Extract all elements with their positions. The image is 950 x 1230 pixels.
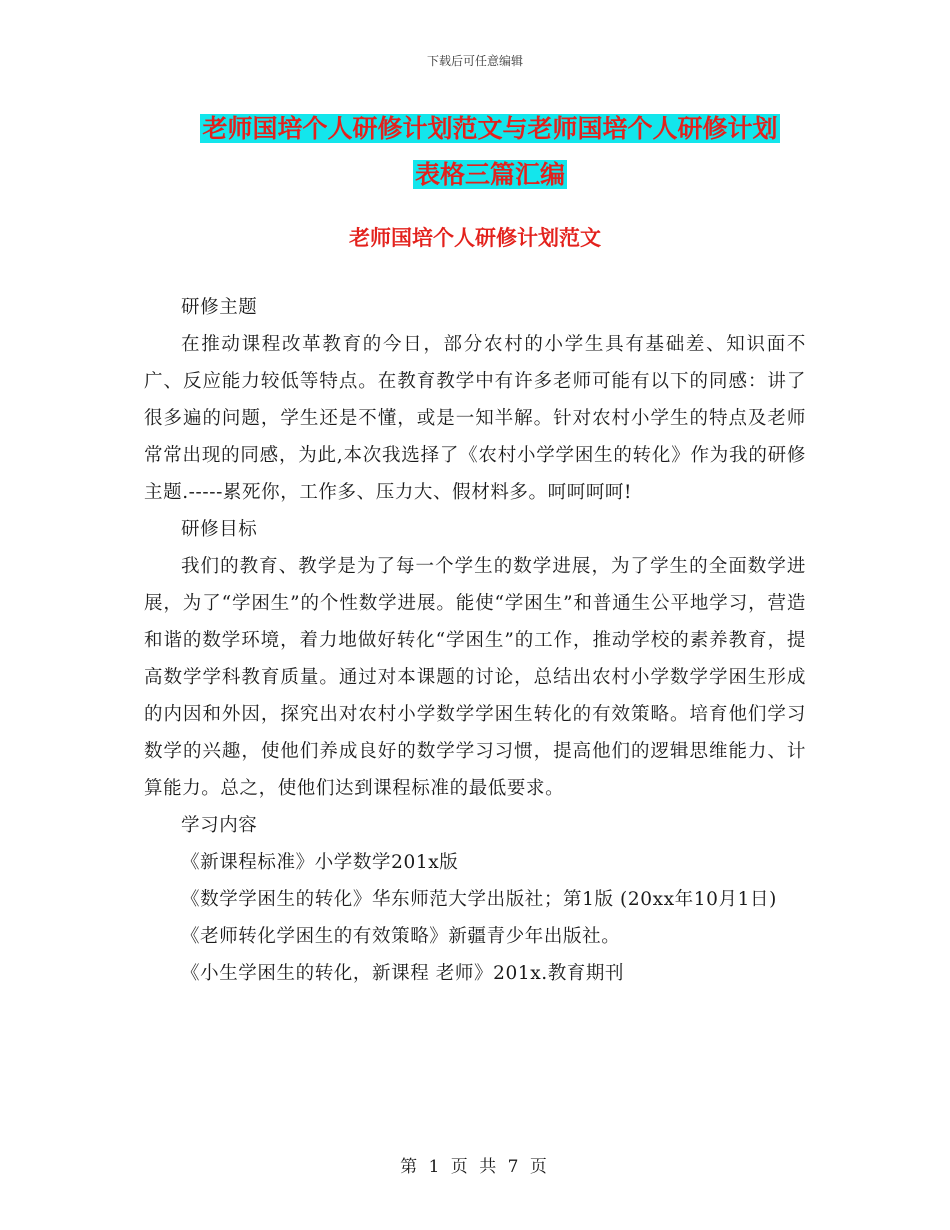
list-item: 《小生学困生的转化，新课程 老师》201x.教育期刊 xyxy=(181,963,625,984)
list-item: 《新课程标准》小学数学201x版 xyxy=(181,852,459,873)
document-body xyxy=(144,289,806,992)
document-title xyxy=(140,106,840,198)
header-note: 下载后可任意编辑 xyxy=(426,54,523,68)
title-line-1: 老师国培个人研修计划范文与老师国培个人研修计划 xyxy=(202,114,778,143)
paragraph-research-goal: 我们的教育、教学是为了每一个学生的数学进展，为了学生的全面数学进展，为了“学困生”的个性数学进展。能使“学困生”和普通生公平地学习，营造和谐的数学环境，着力地做好转化“学困生”的工作，推动学校的素养教育，提高数学学科教育质量。通过对本课题的讨论，总结出农村小学数学学困生形成的内因和外因，探究出对农村小学数学学困生转化的有效策略。培育他们学习数学的兴趣，使他们养成良好的数学学习习惯，提高他们的逻辑思维能力、计算能力。总之，使他们达到课程标准的最低要求。 xyxy=(144,556,806,799)
page-number-footer: 第 1 页 共 7 页 xyxy=(400,1157,550,1177)
list-item: 《老师转化学困生的有效策略》新疆青少年出版社。 xyxy=(181,926,621,947)
heading-study-content: 学习内容 xyxy=(181,815,258,836)
title-line-2: 表格三篇汇编 xyxy=(414,160,565,189)
heading-research-goal: 研修目标 xyxy=(181,519,258,540)
heading-research-topic: 研修主题 xyxy=(181,297,258,318)
paragraph-research-topic: 在推动课程改革教育的今日，部分农村的小学生具有基础差、知识面不广、反应能力较低等特点。在教育教学中有许多老师可能有以下的同感：讲了很多遍的问题，学生还是不懂，或是一知半解。针对农村小学生的特点及老师常常出现的同感，为此,本次我选择了《农村小学学困生的转化》作为我的研修主题.-----累死你，工作多、压力大、假材料多。呵呵呵呵! xyxy=(144,334,806,503)
list-item: 《数学学困生的转化》华东师范大学出版社；第1版 (20xx年10月1日) xyxy=(181,889,777,910)
section-title: 老师国培个人研修计划范文 xyxy=(349,226,601,250)
